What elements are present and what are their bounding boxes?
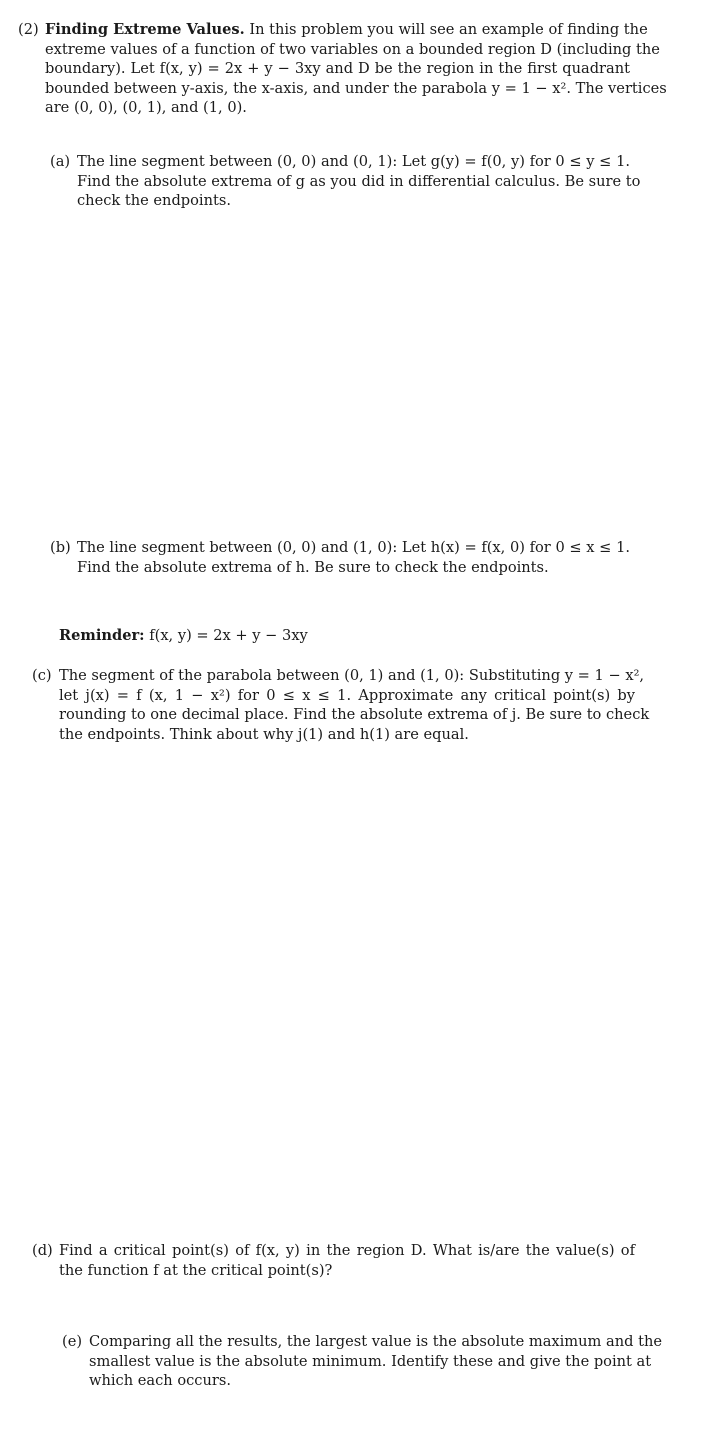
part-c-line: The segment of the parabola between (0, 1) and (1, 0): Substituting y = 1 − x², — [59, 667, 645, 684]
problem-line: bounded between y-axis, the x-axis, and under the parabola y = 1 − x². The vertices — [45, 79, 667, 97]
part-e-line: smallest value is the absolute minimum. Identify these and give the point at — [89, 1352, 652, 1370]
part-e-line: which each occurs. — [89, 1372, 231, 1390]
reminder-label: Reminder: — [59, 627, 145, 644]
problem-line — [45, 20, 648, 40]
problem-line-text: In this problem you will see an example of finding the — [249, 21, 648, 38]
part-c-line: rounding to one decimal place. Find the absolute extrema of j. Be sure to check — [59, 706, 650, 724]
part-d — [32, 1241, 635, 1280]
part-a-line: The line segment between (0, 0) and (0, 1): Let g(y) = f(0, y) for 0 ≤ y ≤ 1. — [77, 153, 630, 170]
problem-line: boundary). Let f(x, y) = 2x + y − 3xy and D be the region in the first quadrant — [45, 60, 630, 78]
part-d-line: Find a critical point(s) of f(x, y) in the region D. What is/are the value(s) of — [59, 1242, 635, 1259]
part-a-label: (a) — [50, 153, 71, 170]
part-c-line: the endpoints. Think about why j(1) and h(1) are equal. — [59, 725, 469, 743]
problem-line: extreme values of a function of two variables on a bounded region D (including the — [45, 40, 660, 58]
part-d-label: (d) — [32, 1242, 53, 1259]
part-d-line: the function f at the critical point(s)? — [59, 1261, 333, 1279]
part-c — [32, 666, 650, 744]
part-b-line: The line segment between (0, 0) and (1, 0): Let h(x) = f(x, 0) for 0 ≤ x ≤ 1. — [77, 539, 630, 556]
part-b — [50, 538, 630, 577]
problem-title: Finding Extreme Values. — [45, 21, 245, 38]
part-b-label: (b) — [50, 539, 71, 556]
reminder — [59, 626, 459, 646]
problem-line: are (0, 0), (0, 1), and (1, 0). — [45, 99, 247, 117]
problem-statement — [18, 20, 667, 118]
problem-number: (2) — [18, 21, 39, 38]
part-b-line: Find the absolute extrema of h. Be sure to check the endpoints. — [77, 558, 549, 576]
part-a-line: check the endpoints. — [77, 192, 231, 210]
part-a-line: Find the absolute extrema of g as you did in differential calculus. Be sure to — [77, 172, 641, 190]
part-e-line: Comparing all the results, the largest value is the absolute maximum and the — [89, 1333, 663, 1350]
part-e-label: (e) — [62, 1333, 83, 1350]
reminder-formula: f(x, y) = 2x + y − 3xy — [149, 627, 308, 644]
part-c-label: (c) — [32, 667, 52, 684]
part-a — [50, 152, 641, 211]
part-c-line: let j(x) = f (x, 1 − x²) for 0 ≤ x ≤ 1. Approximate any critical point(s) by — [59, 686, 635, 704]
part-e — [62, 1332, 663, 1391]
